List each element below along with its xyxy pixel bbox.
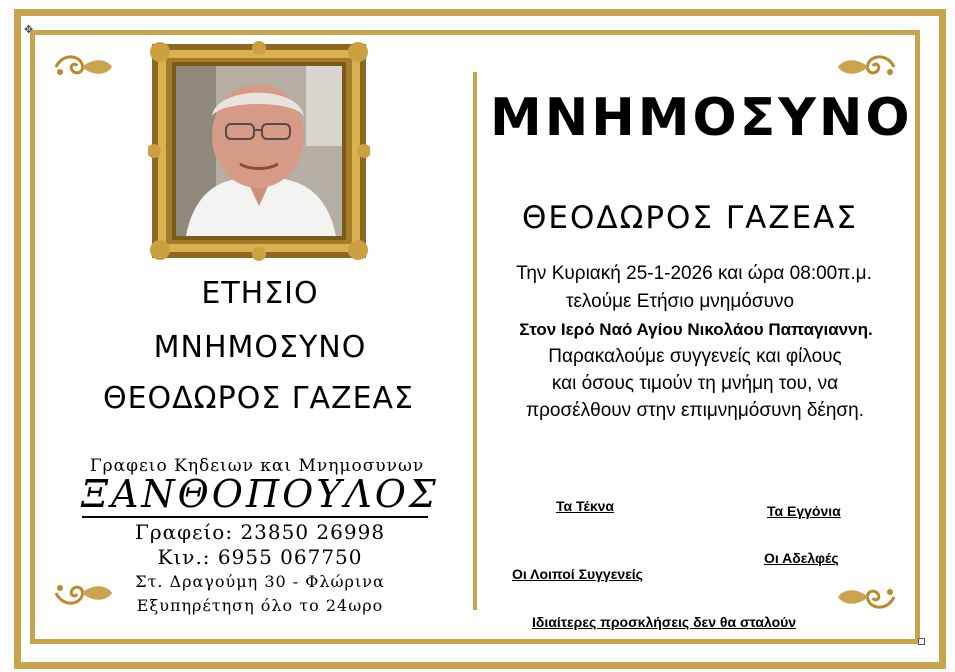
- office-phone: Γραφείο: 23850 26998: [134, 520, 386, 544]
- left-heading-1: ΕΤΗΣΙΟ: [201, 276, 319, 311]
- move-handle-icon[interactable]: ✥: [24, 23, 34, 36]
- left-heading-2: ΜΝΗΜΟΣΥΝΟ: [153, 330, 367, 365]
- portrait-photo: [176, 66, 342, 236]
- brand-underline: [82, 516, 428, 518]
- ornament-icon: [834, 50, 898, 84]
- left-name: ΘΕΟΔΩΡΟΣ ΓΑΖΕΑΣ: [102, 381, 415, 416]
- office-service: Εξυπηρέτηση όλο το 24ωρο: [136, 596, 384, 615]
- text-line-2: τελούμε Ετήσιο μνημόσυνο: [565, 291, 795, 312]
- right-title: ΜΝΗΜΟΣΥΝΟ: [490, 88, 913, 148]
- text-line-1: Την Κυριακή 25-1-2026 και ώρα 08:00π.μ.: [516, 263, 872, 284]
- signer-relatives: Οι Λοιποί Συγγενείς: [512, 566, 643, 582]
- ornament-icon: [834, 580, 898, 614]
- center-divider: [473, 72, 477, 610]
- text-line-5: και όσους τιμούν τη μνήμη του, να: [551, 373, 839, 394]
- portrait-frame: [148, 40, 370, 262]
- office-mobile: Κιν.: 6955 067750: [157, 545, 363, 569]
- office-brand: ΞΑΝΘΟΠΟΥΛΟΣ: [81, 472, 439, 516]
- text-line-3: Στον Ιερό Ναό Αγίου Νικολάου Παπαγιαννη.: [519, 320, 873, 339]
- right-name: ΘΕΟΔΩΡΟΣ ΓΑΖΕΑΣ: [522, 200, 858, 236]
- office-title: Γραφειο Κηδειων και Μνημοσυνων: [89, 456, 425, 476]
- text-line-4: Παρακαλούμε συγγενείς και φίλους: [548, 346, 842, 367]
- office-address: Στ. Δραγούμη 30 - Φλώρινα: [135, 572, 385, 591]
- text-line-6: προσέλθουν στην επιμνημόσυνη δέηση.: [525, 400, 865, 421]
- signer-siblings: Οι Αδελφές: [764, 550, 839, 566]
- notice-text: Ιδιαίτερες προσκλήσεις δεν θα σταλούν: [532, 614, 797, 630]
- signer-grandchildren: Τα Εγγόνια: [767, 503, 841, 519]
- resize-handle[interactable]: [918, 638, 925, 645]
- ornament-icon: [52, 50, 116, 84]
- signer-children: Τα Τέκνα: [556, 498, 615, 514]
